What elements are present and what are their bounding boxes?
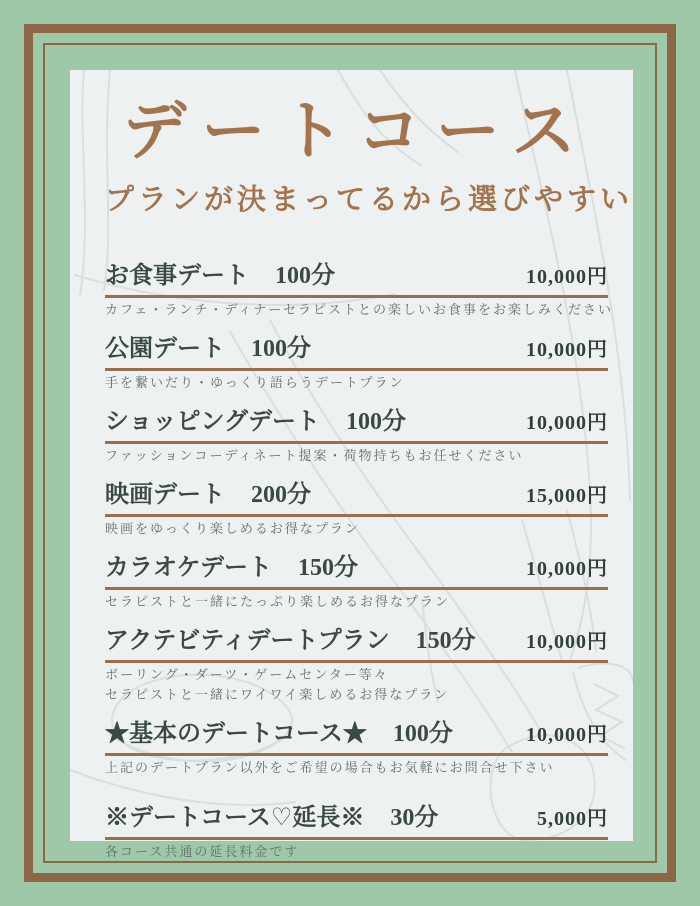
menu-item xyxy=(105,262,614,318)
menu-item-price: 10,000円 xyxy=(526,724,608,746)
menu-item-title xyxy=(105,554,358,585)
menu-item-title xyxy=(105,804,438,835)
menu-item-name: ※デートコース♡延長※ xyxy=(105,805,365,831)
page-title: デートコース xyxy=(122,95,591,167)
card-content xyxy=(70,70,634,859)
menu-item-row xyxy=(105,720,608,756)
menu-item-row xyxy=(105,804,608,840)
menu-item-title xyxy=(105,481,311,512)
menu-item-row xyxy=(105,335,608,371)
menu-list xyxy=(105,262,614,860)
menu-item-name: 公園デート xyxy=(105,336,225,362)
menu-item-name: アクテビティデートプラン xyxy=(105,628,390,654)
menu-card xyxy=(70,70,634,859)
menu-item-name: 映画デート xyxy=(105,482,225,508)
menu-item xyxy=(105,335,608,391)
menu-item xyxy=(105,554,608,610)
menu-item xyxy=(105,627,608,703)
menu-item-row xyxy=(105,627,608,663)
menu-item-price: 15,000円 xyxy=(526,485,608,507)
menu-item-duration: 100分 xyxy=(346,409,407,435)
menu-item-duration: 100分 xyxy=(392,721,453,747)
menu-item-title xyxy=(105,408,406,439)
menu-item-duration: 100分 xyxy=(275,263,335,289)
menu-item-title xyxy=(105,627,476,658)
menu-item-title xyxy=(105,262,335,293)
menu-item-name: ★基本のデートコース★ xyxy=(105,721,367,747)
page-subtitle: プランが決まってるから選びやすい xyxy=(105,184,634,216)
menu-item-row xyxy=(105,262,608,298)
menu-item-description: 各コース共通の延長料金です xyxy=(105,844,300,859)
menu-item-price: 5,000円 xyxy=(537,808,608,830)
menu-item-price: 10,000円 xyxy=(526,339,608,361)
menu-item-row xyxy=(105,481,608,517)
menu-item-name: カラオケデート xyxy=(105,555,273,581)
menu-item-description: ボーリング・ダーツ・ゲームセンター等々 xyxy=(105,667,389,682)
menu-item-title xyxy=(105,720,453,751)
menu-item-description: セラピストと一緒にワイワイ楽しめるお得なプラン xyxy=(105,687,450,702)
menu-item-name: ショッピングデート xyxy=(105,409,321,435)
menu-item-price: 10,000円 xyxy=(526,558,608,580)
menu-item-duration: 150分 xyxy=(415,628,476,654)
menu-item-description: 映画をゆっくり楽しめるお得なプラン xyxy=(105,521,360,536)
menu-item-price: 10,000円 xyxy=(526,631,608,653)
menu-item-description: カフェ・ランチ・ディナーセラピストとの楽しいお食事をお楽しみください xyxy=(105,302,614,317)
menu-item-price: 10,000円 xyxy=(526,266,608,288)
menu-item xyxy=(105,720,608,776)
menu-item-duration: 100分 xyxy=(251,336,311,362)
menu-item xyxy=(105,408,608,464)
menu-item-title xyxy=(105,335,311,366)
menu-item-description: 手を繋いだり・ゆっくり語らうデートプラン xyxy=(105,375,405,390)
menu-item-duration: 30分 xyxy=(390,805,439,831)
menu-item-name: お食事デート xyxy=(105,263,249,289)
menu-item-description: 上記のデートプラン以外をご希望の場合もお気軽にお問合せ下さい xyxy=(105,760,555,775)
menu-item-description: ファッションコーディネート提案・荷物持ちもお任せください xyxy=(105,448,524,463)
menu-item xyxy=(105,481,608,537)
menu-item-duration: 150分 xyxy=(298,555,359,581)
menu-item xyxy=(105,804,608,860)
menu-item-price: 10,000円 xyxy=(526,412,608,434)
menu-item-duration: 200分 xyxy=(251,482,311,508)
menu-item-description: セラピストと一緒にたっぷり楽しめるお得なプラン xyxy=(105,594,451,609)
menu-item-row xyxy=(105,554,608,590)
menu-item-row xyxy=(105,408,608,444)
